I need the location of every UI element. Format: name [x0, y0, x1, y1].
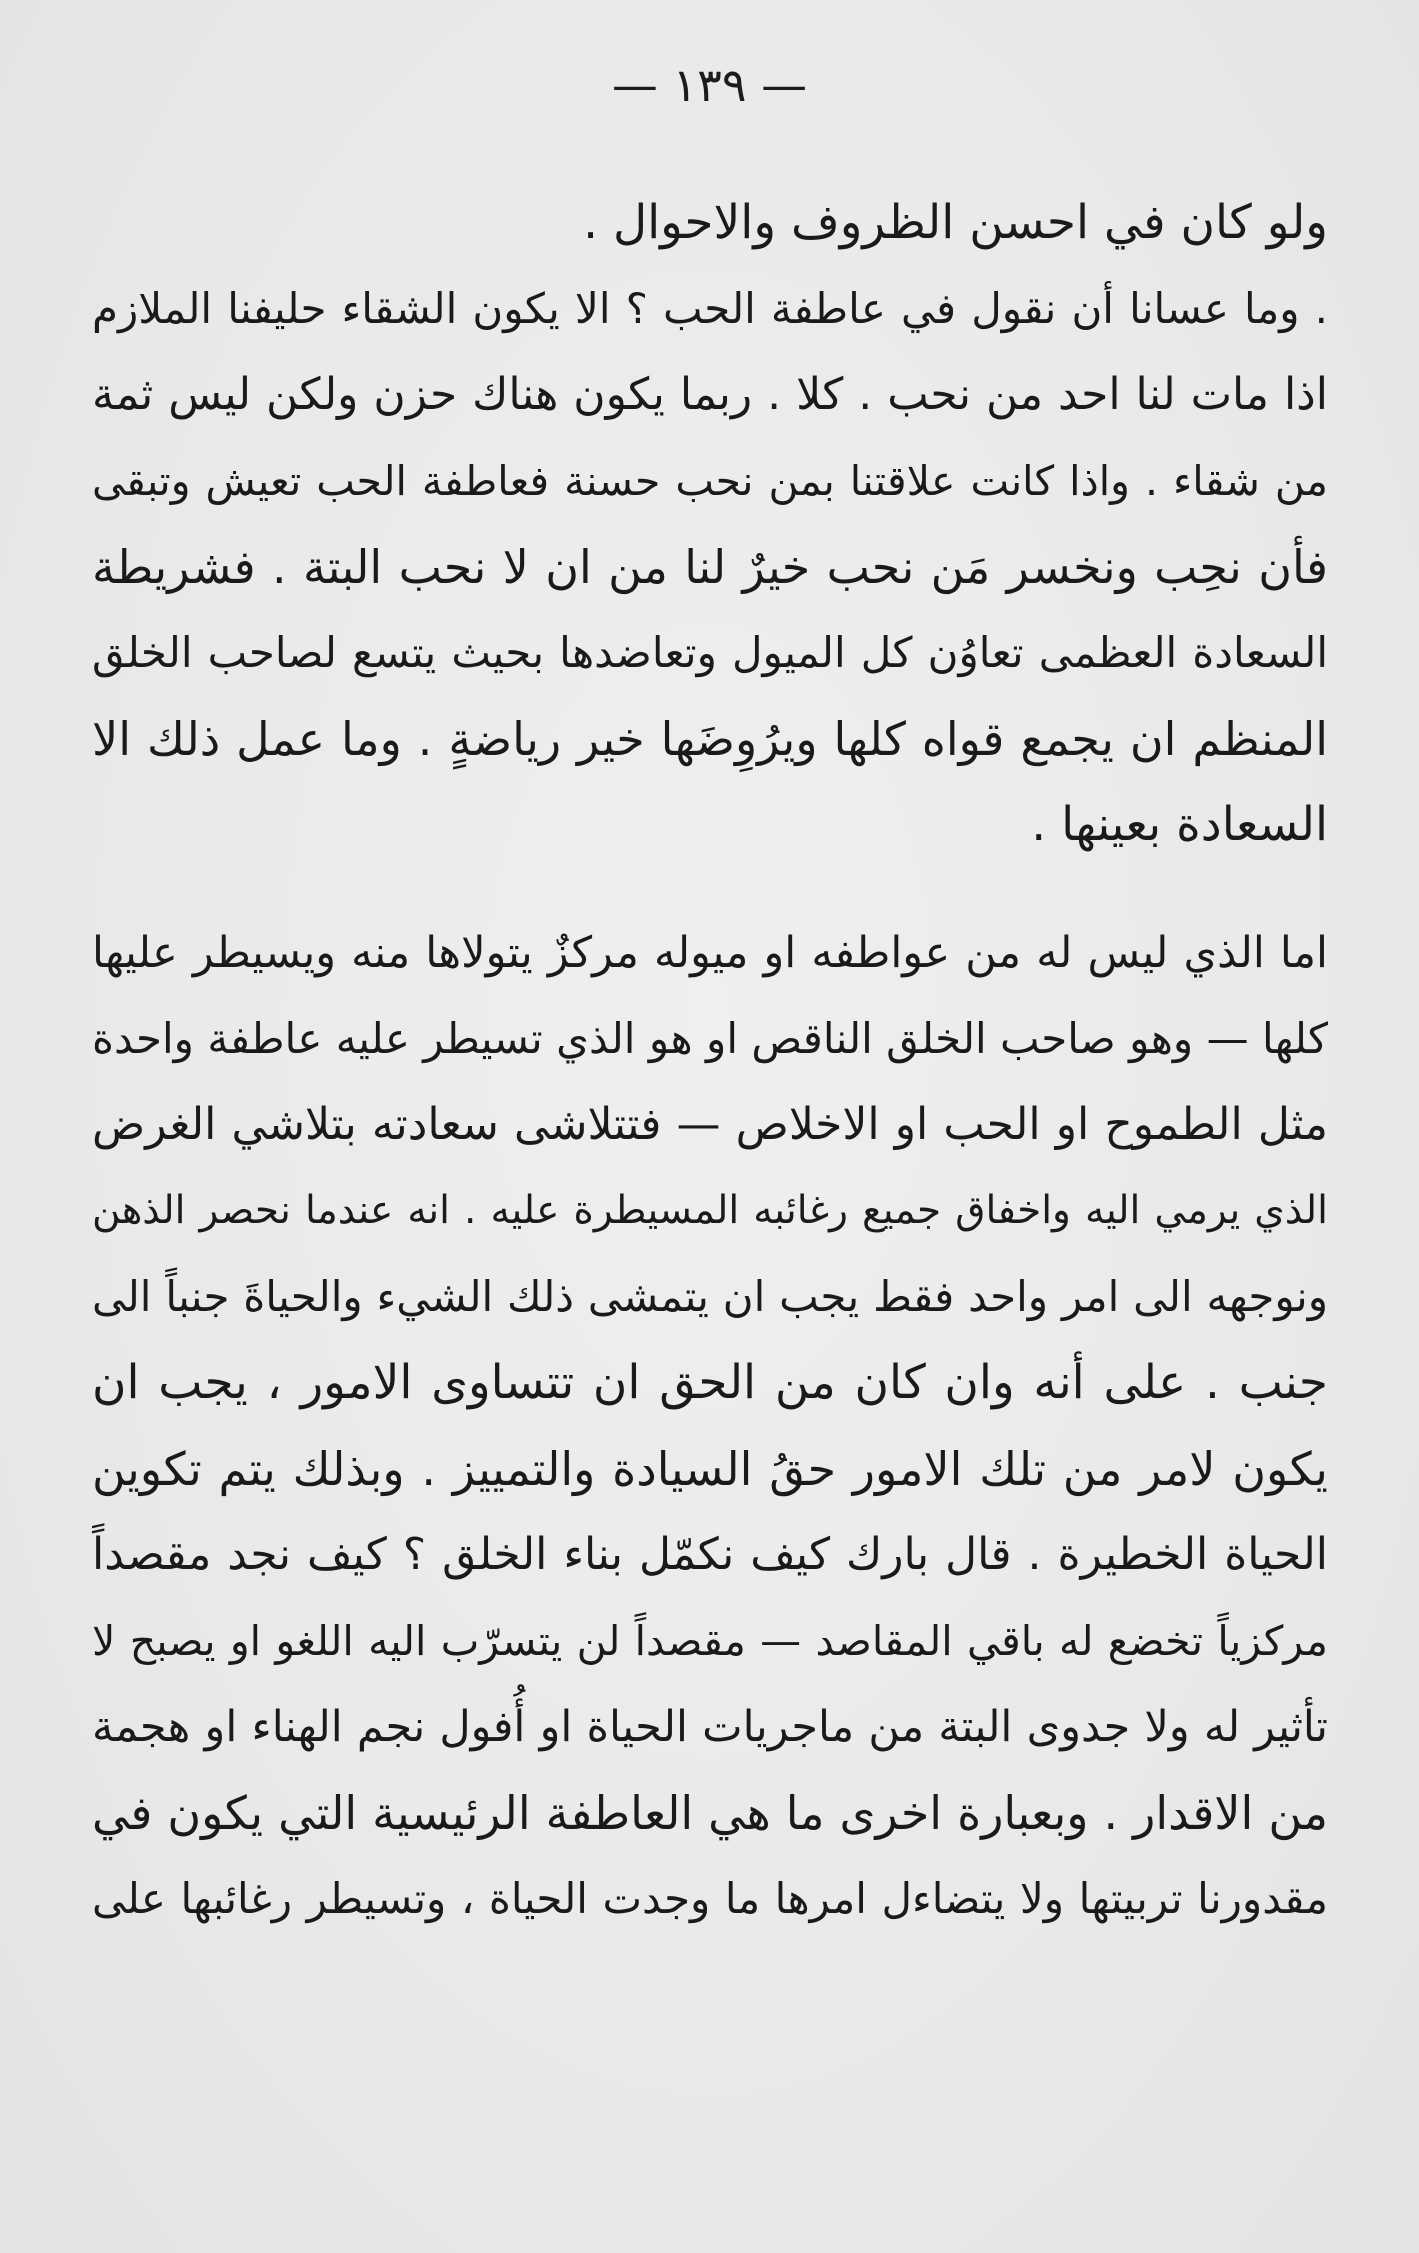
body-text — [92, 180, 1328, 1942]
text-line: ونوجهه الى امر واحد فقط يجب ان يتمشى ذلك الشيء والحياةَ جنباً الى — [92, 1272, 1328, 1321]
text-line: مركزياً تخضع له باقي المقاصد — مقصداً لن يتسرّب اليه اللغو او يصبح لا — [92, 1617, 1328, 1665]
text-line: ولو كان في احسن الظروف والاحوال . — [583, 195, 1328, 250]
text-line: الحياة الخطيرة . قال بارك كيف نكمّل بناء الخلق ؟ كيف نجد مقصداً — [92, 1529, 1328, 1580]
paragraph-gap — [92, 868, 1328, 910]
text-line: من الاقدار . وبعبارة اخرى ما هي العاطفة الرئيسية التي يكون في — [92, 1786, 1328, 1840]
text-line: جنب . على أنه وان كان من الحق ان تتساوى الامور ، يجب ان — [92, 1355, 1328, 1410]
text-line: تأثير له ولا جدوى البتة من ماجريات الحياة او أُفول نجم الهناء او هجمة — [92, 1702, 1328, 1752]
text-line: اذا مات لنا احد من نحب . كلا . ربما يكون هناك حزن ولكن ليس ثمة — [92, 369, 1328, 420]
text-line: فأن نحِب ونخسر مَن نحب خيرٌ لنا من ان لا نحب البتة . فشريطة — [92, 540, 1328, 594]
text-line: السعادة العظمى تعاوُن كل الميول وتعاضدها بحيث يتسع لصاحب الخلق — [92, 628, 1328, 677]
text-line: اما الذي ليس له من عواطفه او ميوله مركزٌ يتولاها منه ويسيطر عليها — [92, 928, 1328, 978]
text-line: كلها — وهو صاحب الخلق الناقص او هو الذي تسيطر عليه عاطفة واحدة — [92, 1014, 1328, 1063]
text-line: الذي يرمي اليه واخفاق جميع رغائبه المسيطرة عليه . انه عندما نحصر الذهن — [92, 1188, 1328, 1233]
text-line: مقدورنا تربيتها ولا يتضاءل امرها ما وجدت الحياة ، وتسيطر رغائبها على — [92, 1874, 1328, 1923]
page-number: — ١٣٩ — — [611, 58, 808, 112]
text-line: يكون لامر من تلك الامور حقُ السيادة والتمييز . وبذلك يتم تكوين — [92, 1442, 1328, 1496]
text-line: السعادة بعينها . — [1031, 797, 1328, 852]
text-line: . وما عسانا أن نقول في عاطفة الحب ؟ الا يكون الشقاء حليفنا الملازم — [92, 284, 1328, 333]
text-line: المنظم ان يجمع قواه كلها ويرُوِضَها خير رياضةٍ . وما عمل ذلك الا — [92, 712, 1328, 766]
text-line: من شقاء . واذا كانت علاقتنا بمن نحب حسنة فعاطفة الحب تعيش وتبقى — [92, 457, 1328, 505]
text-line: مثل الطموح او الحب او الاخلاص — فتتلاشى سعادته بتلاشي الغرض — [92, 1099, 1328, 1150]
